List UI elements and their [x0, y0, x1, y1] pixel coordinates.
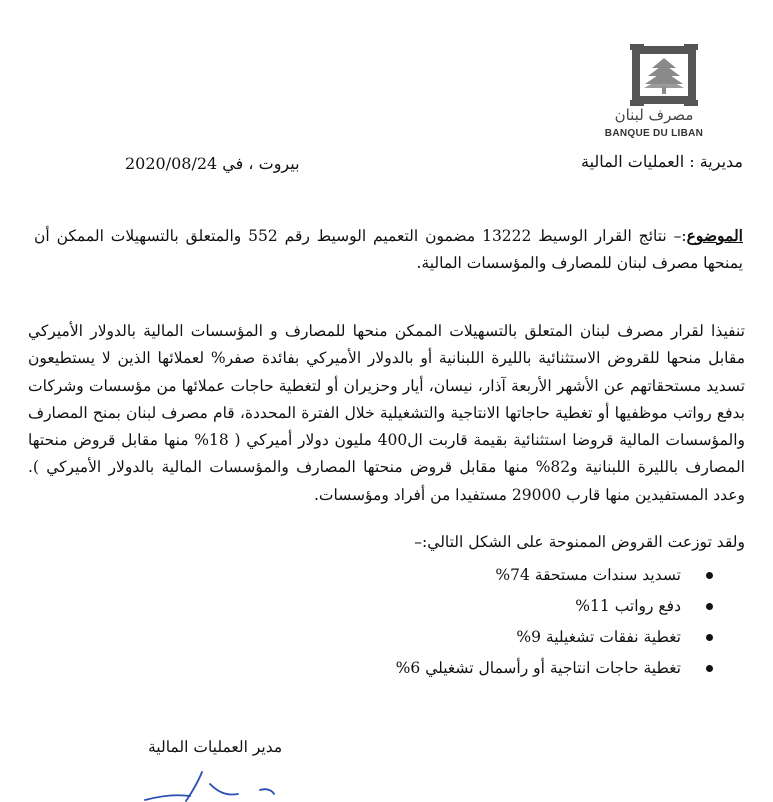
signature-icon: [140, 770, 290, 802]
list-item-text: تغطية حاجات انتاجية أو رأسمال تشغيلي 6%: [395, 659, 681, 677]
list-item: [396, 560, 713, 591]
list-item: [396, 622, 713, 653]
logo-latin-name: BANQUE DU LIBAN: [604, 128, 704, 139]
subject-label: الموضوع: [686, 226, 743, 245]
bullet-icon: [706, 665, 713, 672]
directorate-label: مديرية : العمليات المالية: [580, 152, 743, 171]
distribution-intro: ولقد توزعت القروض الممنوحة على الشكل التالي:–: [414, 533, 745, 551]
bullet-icon: [706, 634, 713, 641]
distribution-list: [396, 560, 713, 684]
bank-logo: [598, 44, 710, 154]
list-item-text: تسديد سندات مستحقة 74%: [495, 566, 681, 584]
body-paragraph: تنفيذا لقرار مصرف لبنان المتعلق بالتسهيلات الممكن منحها للمصارف و المؤسسات المالية بالدولار الأميركي مقابل منحها للقروض الاستثنائية بالليرة اللبنانية أو بالدولار الأميركي بفائدة صفر% لعملائها الذين لا يستطيعون تسديد مستحقاتهم عن الأشهر الأربعة آذار، نيسان، أيار وحزيران أو لتغطية حاجات عملائها من مؤسسات وشركات بدفع رواتب موظفيها أو تغطية حاجاتها الانتاجية والتشغيلية خلال الفترة المحددة، قام مصرف لبنان بمنح المصارف والمؤسسات المالية قروضا استثنائية بقيمة قاربت ال400 مليون دولار أميركي ( 18% منها مقابل قروض منحتها المصارف بالليرة اللبنانية و82% منها مقابل قروض منحتها المصارف والمؤسسات المالية بالدولار الأميركي ). وعدد المستفيدين منها قارب 29000 مستفيدا من أفراد ومؤسسات.: [28, 322, 745, 504]
closing-title: مدير العمليات المالية: [148, 738, 283, 756]
list-item: [396, 591, 713, 622]
list-item-text: تغطية نفقات تشغيلية 9%: [516, 628, 681, 646]
bullet-icon: [706, 603, 713, 610]
cedar-tree-emblem-icon: [630, 44, 698, 106]
subject-line: [34, 222, 743, 277]
list-item: [396, 653, 713, 684]
subject-text: :– نتائج القرار الوسيط 13222 مضمون التعميم الوسيط رقم 552 والمتعلق بالتسهيلات الممكن أن يمنحها مصرف لبنان للمصارف والمؤسسات المالية.: [34, 227, 743, 272]
date-line: بيروت ، في 2020/08/24: [125, 154, 300, 173]
bullet-icon: [706, 572, 713, 579]
logo-arabic-name: مصرف لبنان: [614, 106, 694, 124]
list-item-text: دفع رواتب 11%: [575, 597, 681, 615]
